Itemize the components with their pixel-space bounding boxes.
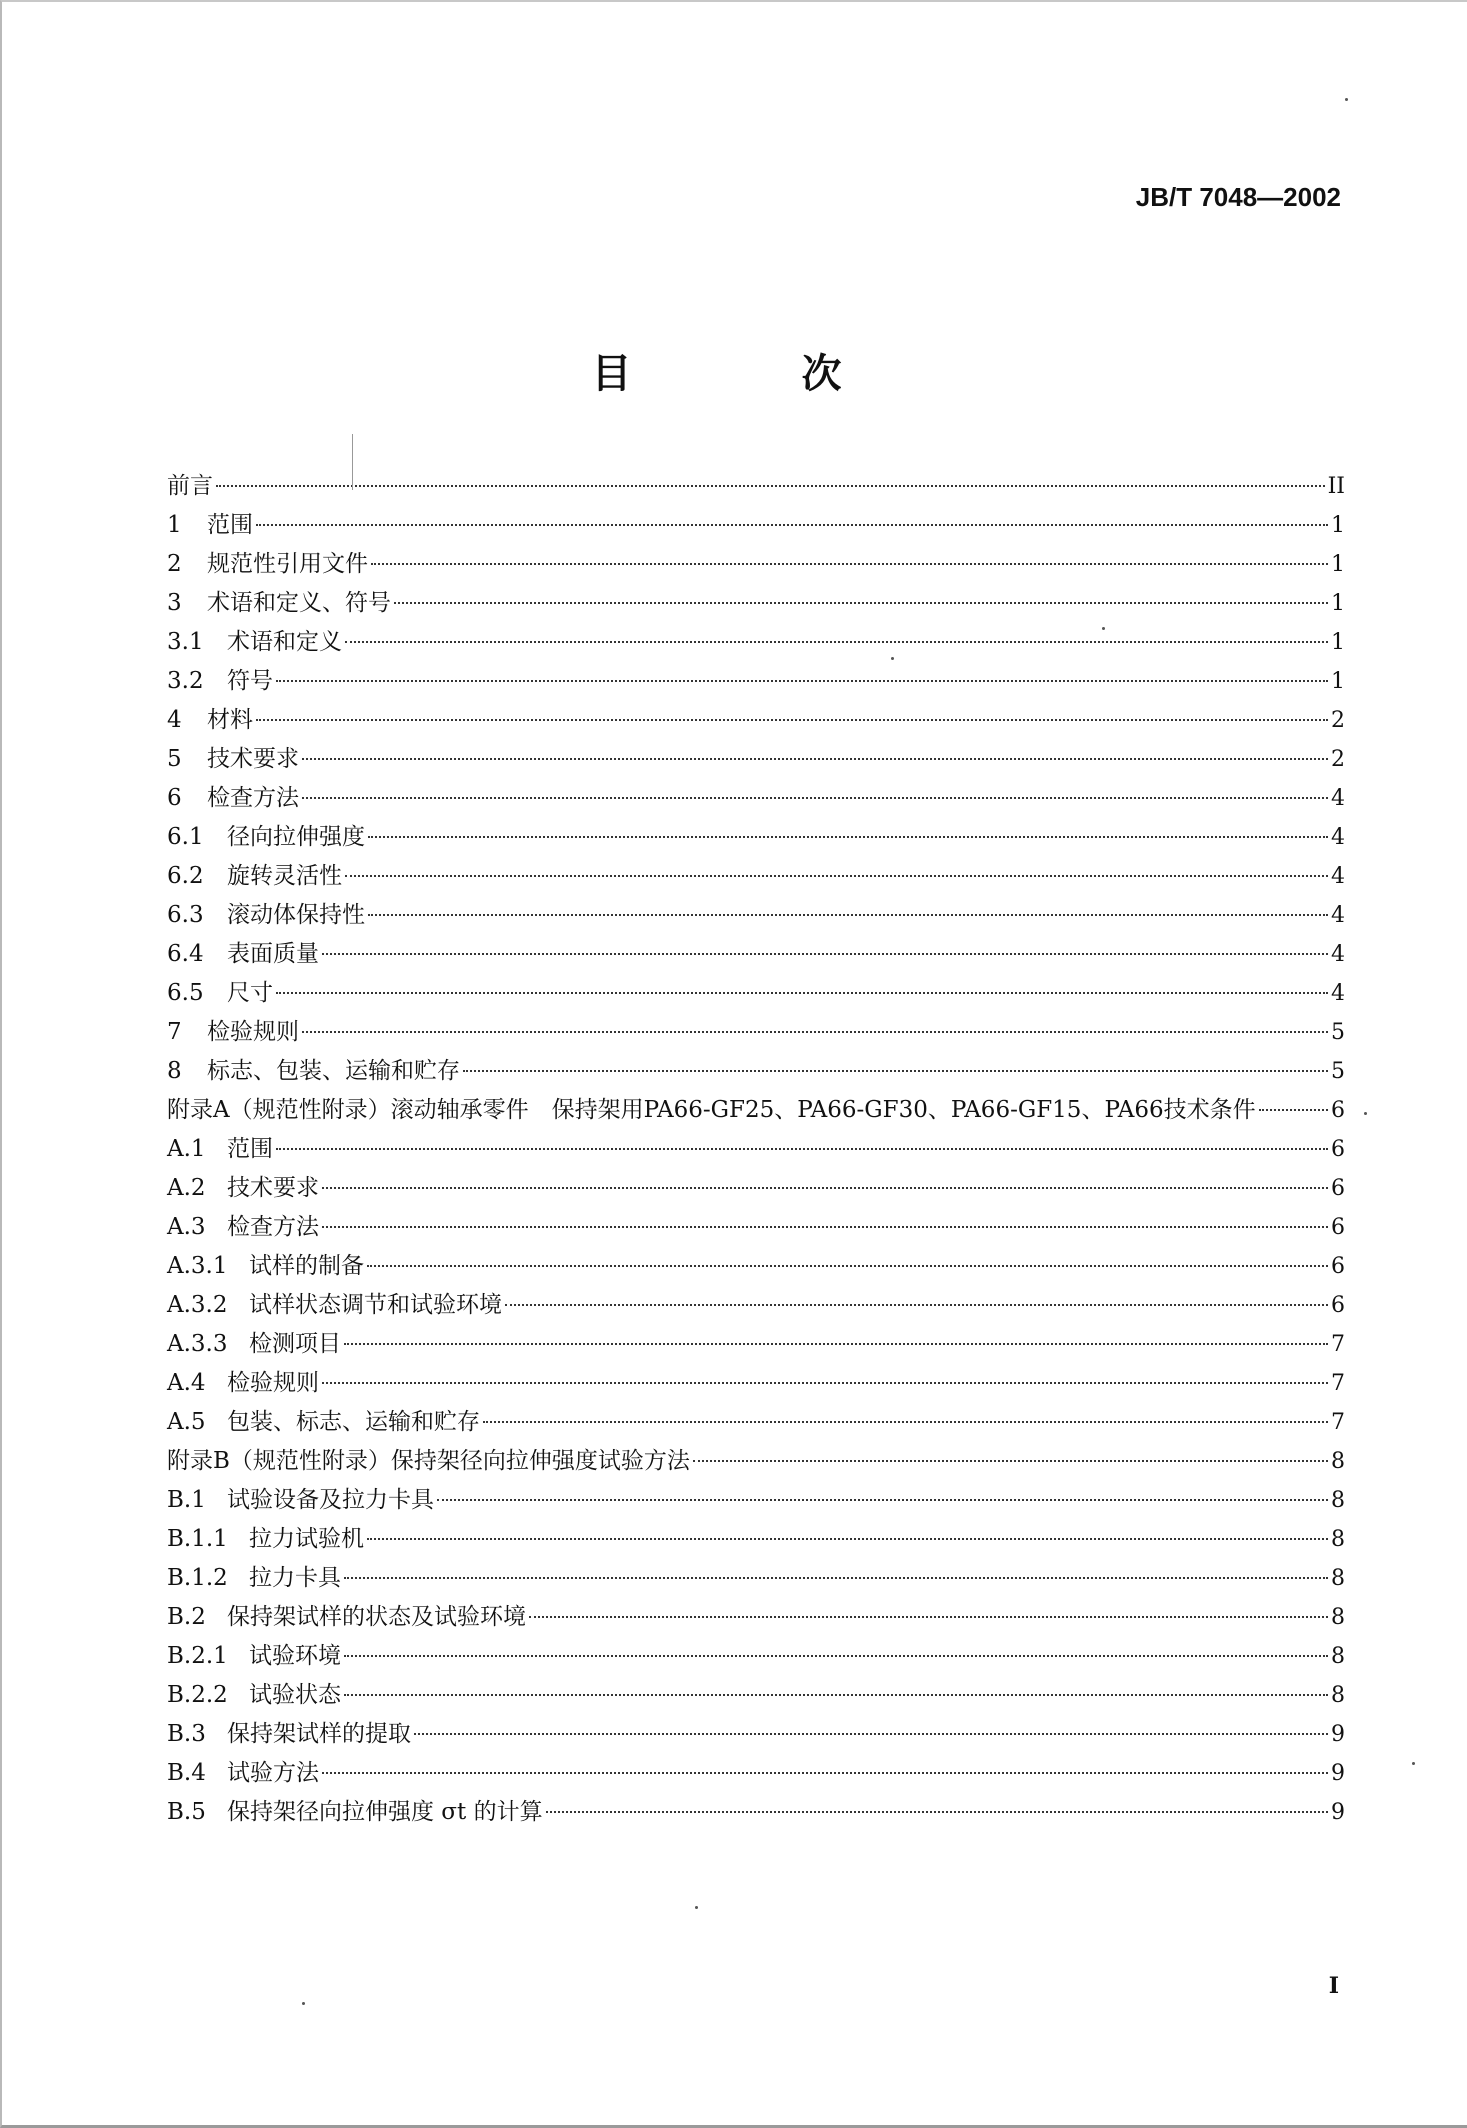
scan-speck <box>1345 98 1348 101</box>
dot-leader <box>437 1498 1328 1501</box>
toc-entry-number: 2 <box>167 551 182 577</box>
toc-entry-number: B.1.1 <box>167 1526 228 1552</box>
toc-entry-label: 技术要求 <box>207 746 299 772</box>
toc-entry-page: 2 <box>1331 747 1345 772</box>
dot-leader <box>322 1225 1328 1228</box>
toc-entry-number: 7 <box>167 1019 182 1045</box>
toc-entry-page: II <box>1327 474 1345 499</box>
toc-entry <box>167 1520 1345 1559</box>
scan-speck <box>1102 627 1105 630</box>
toc-entry <box>167 896 1345 935</box>
toc-entry-page: 4 <box>1331 864 1345 889</box>
dot-leader <box>546 1810 1328 1813</box>
scan-speck <box>891 657 894 660</box>
toc-entry-page: 8 <box>1331 1644 1345 1669</box>
dot-leader <box>302 796 1328 799</box>
toc-entry <box>167 1169 1345 1208</box>
dot-leader <box>414 1732 1328 1735</box>
toc-entry-label: 术语和定义、符号 <box>207 590 391 616</box>
toc-entry-page: 5 <box>1331 1020 1345 1045</box>
toc-entry-page: 8 <box>1331 1488 1345 1513</box>
toc-entry-page: 8 <box>1331 1449 1345 1474</box>
page-number: I <box>1328 1973 1339 1999</box>
dot-leader <box>367 1537 1328 1540</box>
toc-entry-page: 9 <box>1331 1761 1345 1786</box>
toc-entry-page: 8 <box>1331 1527 1345 1552</box>
toc-entry-number: A.3 <box>167 1214 206 1240</box>
dot-leader <box>368 835 1328 838</box>
toc-entry-number: B.5 <box>167 1799 206 1825</box>
toc-entry-label: 术语和定义 <box>227 629 342 655</box>
toc-entry-number: A.3.3 <box>167 1331 228 1357</box>
dot-leader <box>344 1654 1328 1657</box>
toc-entry-label: 试样的制备 <box>249 1253 364 1279</box>
toc-entry <box>167 1403 1345 1442</box>
toc-entry-number: 6.1 <box>167 824 204 850</box>
dot-leader <box>1259 1108 1328 1111</box>
toc-entry <box>167 506 1345 545</box>
toc-entry <box>167 1364 1345 1403</box>
toc-entry-page: 1 <box>1331 552 1345 577</box>
toc-entry <box>167 545 1345 584</box>
dot-leader <box>322 1771 1328 1774</box>
toc-entry-number: A.5 <box>167 1409 206 1435</box>
dot-leader <box>368 913 1328 916</box>
toc-entry-number: 1 <box>167 512 182 538</box>
toc-entry-page: 1 <box>1331 591 1345 616</box>
toc-entry-page: 1 <box>1331 513 1345 538</box>
dot-leader <box>276 1147 1328 1150</box>
toc-entry-label: 范围 <box>207 512 253 538</box>
toc-entry-label: 标志、包装、运输和贮存 <box>207 1058 460 1084</box>
toc-entry-number: 6.3 <box>167 902 204 928</box>
toc-entry <box>167 1637 1345 1676</box>
toc-entry-label: 保持架试样的状态及试验环境 <box>227 1604 526 1630</box>
toc-entry-page: 4 <box>1331 942 1345 967</box>
toc-entry-page: 7 <box>1331 1410 1345 1435</box>
toc-entry-page: 6 <box>1331 1254 1345 1279</box>
toc-entry <box>167 1442 1345 1481</box>
scan-speck <box>1364 1112 1367 1115</box>
toc-entry-page: 9 <box>1331 1800 1345 1825</box>
toc-entry-label: 附录A（规范性附录）滚动轴承零件 保持架用PA66-GF25、PA66-GF30、PA66-GF15、PA66技术条件 <box>167 1097 1256 1123</box>
scan-speck <box>695 1906 698 1909</box>
toc-entry <box>167 1091 1345 1130</box>
dot-leader <box>322 1381 1328 1384</box>
toc-entry-number: B.2.1 <box>167 1643 228 1669</box>
toc-entry-number: B.1 <box>167 1487 206 1513</box>
toc-entry-number: 8 <box>167 1058 182 1084</box>
toc-entry-number: 4 <box>167 707 182 733</box>
dot-leader <box>345 640 1328 643</box>
dot-leader <box>344 1693 1328 1696</box>
toc-entry-number: 6.4 <box>167 941 204 967</box>
toc-entry <box>167 818 1345 857</box>
toc-entry-page: 7 <box>1331 1332 1345 1357</box>
toc-entry <box>167 1793 1345 1832</box>
toc-entry-number: B.2.2 <box>167 1682 228 1708</box>
toc-entry <box>167 1052 1345 1091</box>
toc-entry-page: 4 <box>1331 825 1345 850</box>
dot-leader <box>394 601 1328 604</box>
toc-entry-page: 4 <box>1331 786 1345 811</box>
toc-entry-label: 试验环境 <box>249 1643 341 1669</box>
toc-entry-number: 3.1 <box>167 629 204 655</box>
dot-leader <box>367 1264 1328 1267</box>
toc-entry-page: 1 <box>1331 669 1345 694</box>
toc-entry-label: 试验设备及拉力卡具 <box>227 1487 434 1513</box>
toc-entry-label: 拉力试验机 <box>249 1526 364 1552</box>
dot-leader <box>276 991 1328 994</box>
toc-entry-number: A.1 <box>167 1136 206 1162</box>
toc-entry-label: 检查方法 <box>207 785 299 811</box>
toc-entry-number: B.2 <box>167 1604 206 1630</box>
toc-entry <box>167 1715 1345 1754</box>
dot-leader <box>371 562 1328 565</box>
toc-entry-label: 试验方法 <box>227 1760 319 1786</box>
toc-entry-label: 包装、标志、运输和贮存 <box>227 1409 480 1435</box>
toc-entry <box>167 1481 1345 1520</box>
toc-entry-page: 4 <box>1331 981 1345 1006</box>
dot-leader <box>322 1186 1328 1189</box>
toc-entry-number: 6.2 <box>167 863 204 889</box>
dot-leader <box>345 874 1328 877</box>
table-of-contents <box>167 467 1345 1832</box>
toc-entry-page: 5 <box>1331 1059 1345 1084</box>
toc-entry-label: 径向拉伸强度 <box>227 824 365 850</box>
toc-entry <box>167 1676 1345 1715</box>
toc-entry-label: 材料 <box>207 707 253 733</box>
toc-entry <box>167 584 1345 623</box>
dot-leader <box>463 1069 1328 1072</box>
toc-entry <box>167 623 1345 662</box>
toc-entry-number: A.2 <box>167 1175 206 1201</box>
toc-entry <box>167 1013 1345 1052</box>
toc-entry <box>167 1247 1345 1286</box>
toc-entry-number: 3.2 <box>167 668 204 694</box>
toc-entry-page: 4 <box>1331 903 1345 928</box>
toc-entry <box>167 1325 1345 1364</box>
toc-entry <box>167 701 1345 740</box>
toc-entry-label: 前言 <box>167 473 213 499</box>
toc-entry-page: 2 <box>1331 708 1345 733</box>
toc-entry-number: B.3 <box>167 1721 206 1747</box>
toc-entry-number: B.4 <box>167 1760 206 1786</box>
toc-entry-label: 表面质量 <box>227 941 319 967</box>
toc-entry-page: 8 <box>1331 1683 1345 1708</box>
toc-entry-label: 规范性引用文件 <box>207 551 368 577</box>
toc-entry-label: 检查方法 <box>227 1214 319 1240</box>
scan-speck <box>302 2002 305 2005</box>
toc-entry <box>167 1286 1345 1325</box>
toc-entry <box>167 467 1345 506</box>
toc-entry <box>167 1559 1345 1598</box>
dot-leader <box>483 1420 1328 1423</box>
toc-entry-label: 拉力卡具 <box>249 1565 341 1591</box>
dot-leader <box>505 1303 1328 1306</box>
toc-entry-page: 6 <box>1331 1215 1345 1240</box>
dot-leader <box>302 757 1328 760</box>
toc-entry-label: 检验规则 <box>207 1019 299 1045</box>
dot-leader <box>216 484 1325 487</box>
toc-entry-label: 尺寸 <box>227 980 273 1006</box>
dot-leader <box>256 523 1328 526</box>
dot-leader <box>344 1576 1328 1579</box>
scan-streak <box>352 434 353 490</box>
toc-entry-page: 9 <box>1331 1722 1345 1747</box>
toc-entry-label: 保持架试样的提取 <box>227 1721 411 1747</box>
dot-leader <box>529 1615 1328 1618</box>
standard-number: JB/T 7048—2002 <box>1135 182 1341 212</box>
toc-entry-label: 保持架径向拉伸强度 σt 的计算 <box>227 1799 543 1825</box>
toc-entry-number: A.3.2 <box>167 1292 228 1318</box>
toc-entry-number: A.3.1 <box>167 1253 228 1279</box>
toc-entry <box>167 1598 1345 1637</box>
dot-leader <box>302 1030 1328 1033</box>
toc-entry-number: 6.5 <box>167 980 204 1006</box>
toc-entry-page: 8 <box>1331 1566 1345 1591</box>
dot-leader <box>276 679 1328 682</box>
toc-entry-label: 技术要求 <box>227 1175 319 1201</box>
toc-entry <box>167 857 1345 896</box>
toc-entry-page: 6 <box>1331 1098 1345 1123</box>
toc-entry-label: 试验状态 <box>249 1682 341 1708</box>
toc-entry-page: 6 <box>1331 1176 1345 1201</box>
toc-entry-number: 3 <box>167 590 182 616</box>
toc-entry-number: 6 <box>167 785 182 811</box>
toc-entry-number: B.1.2 <box>167 1565 228 1591</box>
toc-entry-label: 附录B（规范性附录）保持架径向拉伸强度试验方法 <box>167 1448 690 1474</box>
toc-entry-page: 6 <box>1331 1137 1345 1162</box>
dot-leader <box>344 1342 1328 1345</box>
dot-leader <box>322 952 1328 955</box>
toc-entry-number: A.4 <box>167 1370 206 1396</box>
toc-entry-label: 试样状态调节和试验环境 <box>249 1292 502 1318</box>
toc-entry-page: 7 <box>1331 1371 1345 1396</box>
toc-entry-label: 检验规则 <box>227 1370 319 1396</box>
toc-entry <box>167 740 1345 779</box>
toc-entry-page: 8 <box>1331 1605 1345 1630</box>
toc-entry-label: 符号 <box>227 668 273 694</box>
toc-entry-label: 检测项目 <box>249 1331 341 1357</box>
toc-entry <box>167 1130 1345 1169</box>
toc-entry-page: 6 <box>1331 1293 1345 1318</box>
toc-entry-page: 1 <box>1331 630 1345 655</box>
toc-entry <box>167 662 1345 701</box>
toc-entry <box>167 974 1345 1013</box>
dot-leader <box>693 1459 1328 1462</box>
toc-entry-label: 滚动体保持性 <box>227 902 365 928</box>
toc-entry <box>167 1208 1345 1247</box>
scan-speck <box>1412 1762 1415 1765</box>
page-title: 目 次 <box>591 351 920 397</box>
toc-entry <box>167 935 1345 974</box>
dot-leader <box>256 718 1328 721</box>
toc-entry <box>167 779 1345 818</box>
toc-entry <box>167 1754 1345 1793</box>
toc-entry-number: 5 <box>167 746 182 772</box>
toc-entry-label: 范围 <box>227 1136 273 1162</box>
toc-entry-label: 旋转灵活性 <box>227 863 342 889</box>
